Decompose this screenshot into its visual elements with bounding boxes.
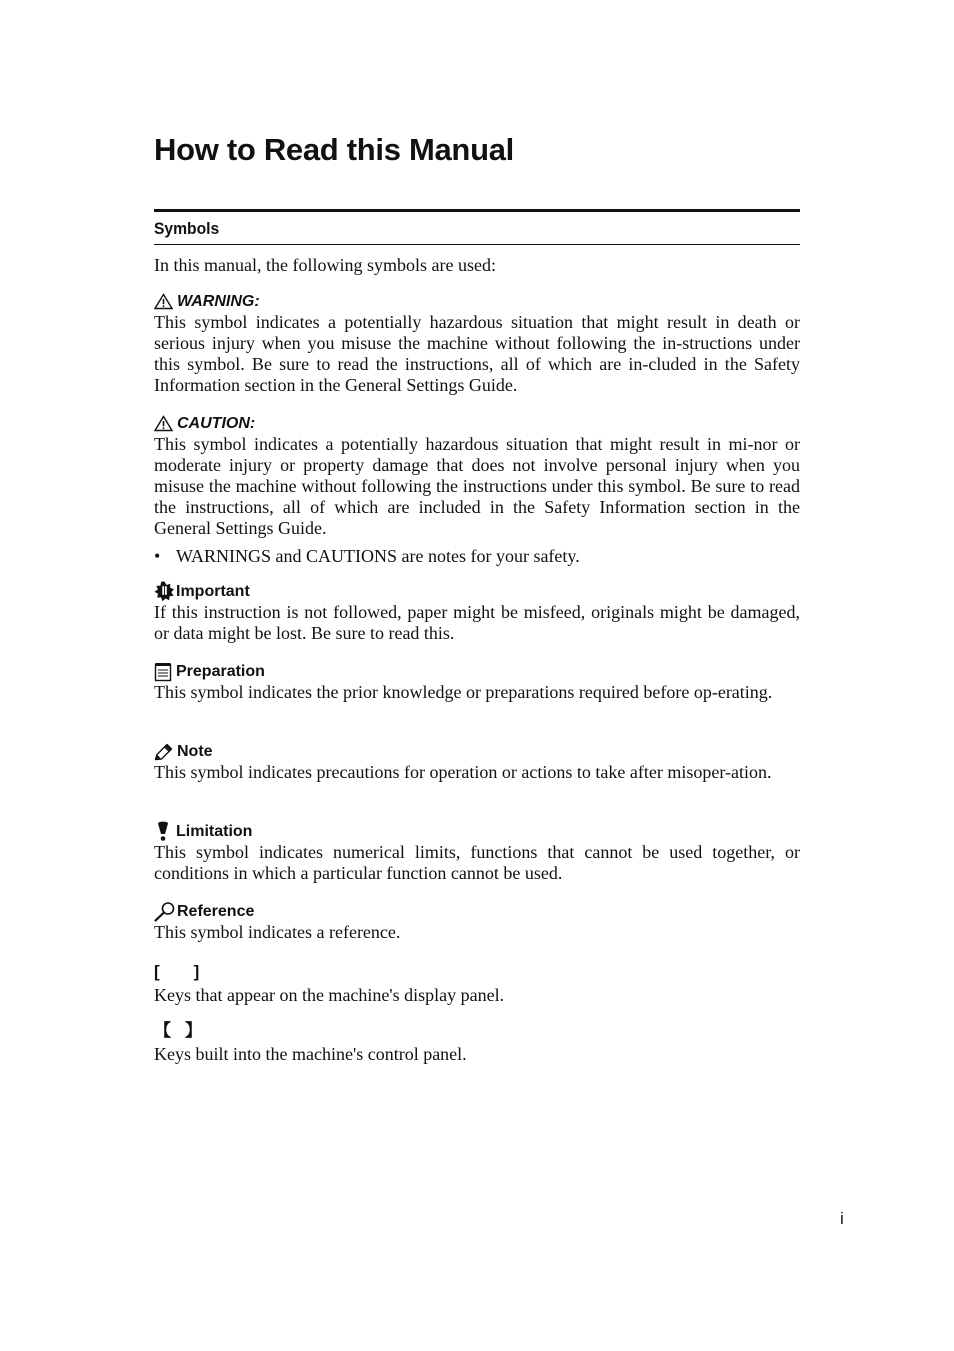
- limitation-text: This symbol indicates numerical limits, functions that cannot be used together, or conditions in which a particular function cannot be used.: [154, 842, 800, 883]
- caution-label: CAUTION:: [177, 415, 256, 432]
- important-block: [154, 581, 800, 644]
- control-key-open-bracket: 【: [154, 1021, 171, 1040]
- warning-text: This symbol indicates a potentially hazardous situation that might result in death or serious injury when you misuse the machine without following the in-structions under this symbol. Be sure to read the instructions, all of which are in-cluded in the Safety Information section in the General Settings Guide.: [154, 312, 800, 395]
- caution-block: [154, 413, 800, 539]
- limitation-block: [154, 821, 800, 884]
- display-keys-heading: [154, 961, 800, 982]
- note-block: [154, 741, 800, 783]
- note-heading: [154, 741, 800, 762]
- notepad-icon: [154, 662, 172, 682]
- limitation-label: Limitation: [176, 823, 253, 840]
- caution-heading: [154, 413, 800, 434]
- page-title: How to Read this Manual: [154, 132, 514, 167]
- control-key-close-bracket: 】: [185, 1021, 202, 1040]
- reference-text: This symbol indicates a reference.: [154, 922, 401, 942]
- limitation-heading: [154, 821, 800, 842]
- reference-label: Reference: [177, 903, 255, 920]
- reference-heading: [154, 901, 800, 922]
- warning-triangle-icon: [154, 293, 173, 310]
- magnifier-icon: [154, 901, 176, 922]
- bullet-text: WARNINGS and CAUTIONS are notes for your safety.: [176, 546, 580, 566]
- caution-text: This symbol indicates a potentially hazardous situation that might result in mi-nor or moderate injury or property damage that does not involve personal injury when you misuse the machine without following the instructions under this symbol. Be sure to read the instructions, all of which are included in the Safety Information section in the General Settings Guide.: [154, 434, 800, 538]
- bullet-marker: •: [154, 546, 161, 566]
- warning-label: WARNING:: [177, 293, 260, 310]
- display-key-open-bracket: [: [154, 962, 160, 981]
- safety-bullet: [154, 546, 800, 567]
- note-text: This symbol indicates precautions for operation or actions to take after misoper-ation.: [154, 762, 772, 782]
- preparation-text: This symbol indicates the prior knowledge or preparations required before op-erating.: [154, 682, 773, 702]
- preparation-label: Preparation: [176, 663, 265, 680]
- preparation-heading: [154, 661, 800, 682]
- intro-text: In this manual, the following symbols are used:: [154, 255, 496, 275]
- warning-block: [154, 291, 800, 396]
- exclamation-pin-icon: [154, 821, 172, 842]
- warning-triangle-icon: [154, 415, 173, 432]
- display-keys-text: Keys that appear on the machine's display panel.: [154, 985, 505, 1005]
- important-heading: [154, 581, 800, 602]
- display-key-close-bracket: ]: [193, 962, 200, 981]
- warning-heading: [154, 291, 800, 312]
- important-text: If this instruction is not followed, paper might be misfeed, originals might be damaged, or data might be lost. Be sure to read this.: [154, 602, 800, 643]
- important-label: Important: [176, 583, 250, 600]
- important-starburst-icon: [154, 581, 175, 602]
- note-label: Note: [177, 743, 213, 760]
- control-keys-block: [154, 1020, 800, 1065]
- control-keys-text: Keys built into the machine's control panel.: [154, 1044, 467, 1064]
- section-title: Symbols: [154, 219, 220, 238]
- control-keys-heading: [154, 1020, 800, 1041]
- section-header: [154, 209, 800, 245]
- display-keys-block: [154, 961, 800, 1006]
- reference-block: [154, 901, 800, 943]
- page-number: i: [840, 1209, 844, 1228]
- pencil-icon: [154, 743, 173, 761]
- preparation-block: [154, 661, 800, 703]
